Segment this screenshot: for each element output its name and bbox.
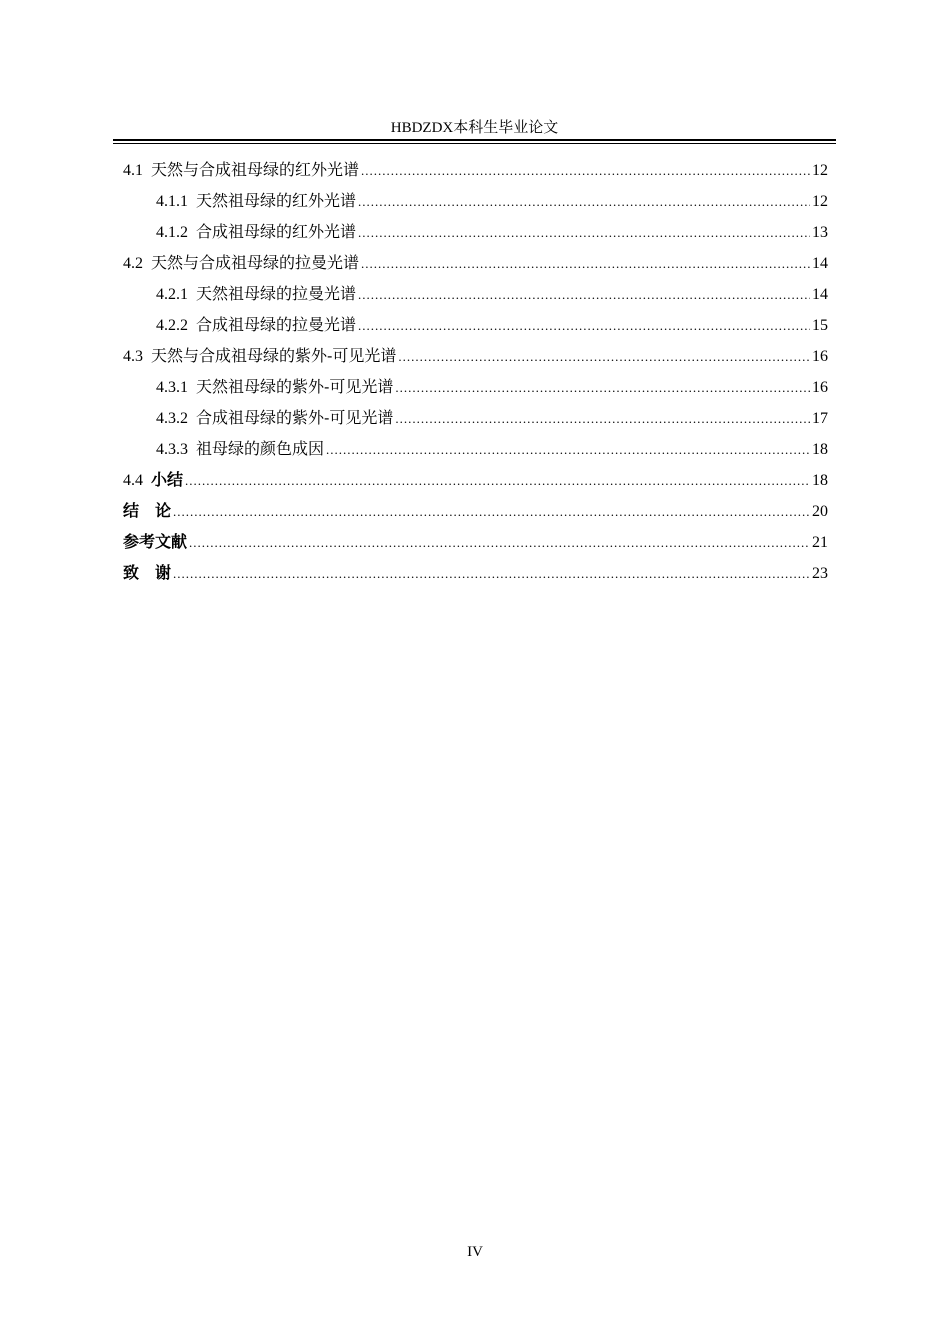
toc-entry-title: 祖母绿的颜色成因 [196,439,325,458]
header-rule-thin [113,143,836,144]
toc-dot-leader [395,406,810,432]
toc-entry-page: 14 [812,286,828,303]
toc-entry-number: 4.3 [123,348,143,365]
toc-entry-number: 4.2.2 [156,317,188,334]
toc-entry-number: 4.4 [123,472,143,489]
toc-dot-leader [361,158,810,184]
toc-entry[interactable] [123,157,828,188]
toc-entry-page: 17 [812,410,828,427]
page-number: IV [467,1244,483,1260]
toc-entry-title: 合成祖母绿的红外光谱 [196,222,357,241]
toc-entry[interactable] [123,312,828,343]
toc-entry[interactable] [123,405,828,436]
toc-entry-page: 13 [812,224,828,241]
table-of-contents [123,157,828,591]
toc-entry[interactable] [123,529,828,560]
toc-entry-page: 20 [812,503,828,520]
toc-entry-number: 4.1.1 [156,193,188,210]
toc-entry-page: 16 [812,348,828,365]
toc-entry-page: 16 [812,379,828,396]
toc-entry[interactable] [123,250,828,281]
toc-entry-title: 天然与合成祖母绿的拉曼光谱 [151,253,360,272]
toc-entry-page: 14 [812,255,828,272]
toc-entry[interactable] [123,436,828,467]
toc-entry-page: 18 [812,472,828,489]
toc-entry-title: 小结 [151,470,184,489]
toc-entry-title: 天然与合成祖母绿的紫外-可见光谱 [151,346,397,365]
toc-entry-title: 结 论 [123,501,172,520]
toc-entry-number: 4.2 [123,255,143,272]
toc-entry-number: 4.3.2 [156,410,188,427]
toc-entry-title: 天然与合成祖母绿的红外光谱 [151,160,360,179]
page-header-title: HBDZDX本科生毕业论文 [390,120,559,136]
toc-entry[interactable] [123,219,828,250]
toc-entry-page: 23 [812,565,828,582]
toc-dot-leader [173,499,810,525]
toc-entry-title: 合成祖母绿的紫外-可见光谱 [196,408,394,427]
toc-entry[interactable] [123,560,828,591]
toc-entry-number: 4.3.3 [156,441,188,458]
toc-dot-leader [361,251,810,277]
toc-entry-title: 天然祖母绿的紫外-可见光谱 [196,377,394,396]
toc-entry-number: 4.3.1 [156,379,188,396]
toc-dot-leader [189,530,810,556]
toc-dot-leader [398,344,810,370]
toc-dot-leader [326,437,810,463]
toc-entry[interactable] [123,281,828,312]
toc-entry[interactable] [123,374,828,405]
toc-entry-page: 12 [812,193,828,210]
toc-dot-leader [173,561,810,587]
toc-entry-number: 4.1 [123,162,143,179]
toc-entry-page: 12 [812,162,828,179]
toc-entry-title: 致 谢 [123,563,172,582]
toc-dot-leader [185,468,810,494]
toc-dot-leader [358,220,810,246]
toc-entry-title: 参考文献 [123,532,188,551]
toc-entry-title: 天然祖母绿的拉曼光谱 [196,284,357,303]
toc-entry-page: 15 [812,317,828,334]
toc-entry-title: 天然祖母绿的红外光谱 [196,191,357,210]
toc-entry[interactable] [123,343,828,374]
toc-entry[interactable] [123,188,828,219]
toc-entry-page: 18 [812,441,828,458]
toc-entry-title: 合成祖母绿的拉曼光谱 [196,315,357,334]
toc-entry-page: 21 [812,534,828,551]
toc-entry[interactable] [123,467,828,498]
header-rule-thick [113,139,836,141]
toc-dot-leader [358,189,810,215]
toc-dot-leader [358,282,810,308]
toc-dot-leader [395,375,810,401]
toc-dot-leader [358,313,810,339]
toc-entry-number: 4.2.1 [156,286,188,303]
toc-entry-number: 4.1.2 [156,224,188,241]
toc-entry[interactable] [123,498,828,529]
